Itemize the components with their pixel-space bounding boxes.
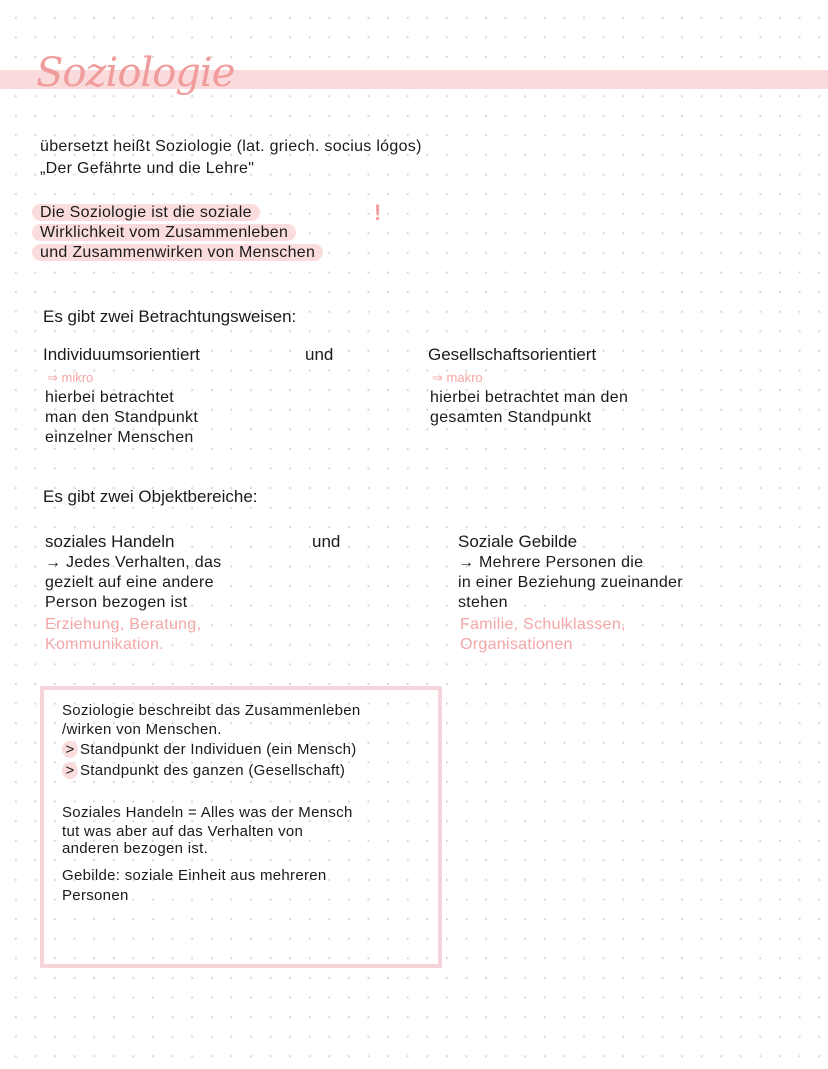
summary-line: Soziologie beschreibt das Zusammenleben <box>62 702 361 719</box>
summary-line: Gebilde: soziale Einheit aus mehreren <box>62 867 327 884</box>
intro-line: „Der Gefährte und die Lehre" <box>40 160 255 177</box>
definition-line: Die Soziologie ist die soziale <box>40 204 260 222</box>
definition-line: Wirklichkeit vom Zusammenleben <box>40 224 296 242</box>
example-line: Organisationen <box>460 636 573 653</box>
section-heading: Es gibt zwei Betrachtungsweisen: <box>43 307 297 326</box>
summary-line: Personen <box>62 887 129 904</box>
tag-label: ⇒ mikro <box>47 370 94 385</box>
column-title: Gesellschaftsorientiert <box>428 345 597 364</box>
column-title: Individuumsorientiert <box>43 345 200 364</box>
summary-line: Soziales Handeln = Alles was der Mensch <box>62 804 353 821</box>
section-heading: Es gibt zwei Objektbereiche: <box>43 487 258 506</box>
bullet-icon: > <box>62 762 78 779</box>
summary-bullet: > Standpunkt des ganzen (Gesellschaft) <box>66 762 345 779</box>
text-line: stehen <box>458 594 508 611</box>
text-line: gezielt auf eine andere <box>45 574 214 591</box>
text-line: einzelner Menschen <box>45 429 194 446</box>
text-line: hierbei betrachtet man den <box>430 389 629 406</box>
text-line: man den Standpunkt <box>45 409 199 426</box>
column-title: soziales Handeln <box>45 532 175 551</box>
example-line: Familie, Schulklassen, <box>460 616 626 633</box>
text-line: → Jedes Verhalten, das <box>45 554 222 571</box>
summary-bullet: > Standpunkt der Individuen (ein Mensch) <box>66 741 357 758</box>
connector: und <box>305 345 334 364</box>
exclamation-icon: ! <box>374 200 382 225</box>
example-line: Erziehung, Beratung, <box>45 616 202 633</box>
text-line: in einer Beziehung zueinander <box>458 574 683 591</box>
text-line: → Mehrere Personen die <box>458 554 644 571</box>
definition-line: und Zusammenwirken von Menschen <box>40 244 323 262</box>
column-title: Soziale Gebilde <box>458 532 578 551</box>
page-title: Soziologie <box>36 50 235 96</box>
summary-line: /wirken von Menschen. <box>62 721 222 738</box>
connector: und <box>312 532 341 551</box>
text-line: hierbei betrachtet <box>45 389 175 406</box>
summary-line: tut was aber auf das Verhalten von <box>62 823 304 840</box>
text-line: Person bezogen ist <box>45 594 188 611</box>
tag-label: ⇒ makro <box>432 370 483 385</box>
intro-line: übersetzt heißt Soziologie (lat. griech. socius lógos) <box>40 138 422 155</box>
bullet-icon: > <box>62 741 78 758</box>
example-line: Kommunikation. <box>45 636 164 653</box>
summary-line: anderen bezogen ist. <box>62 840 209 857</box>
text-line: gesamten Standpunkt <box>430 409 592 426</box>
